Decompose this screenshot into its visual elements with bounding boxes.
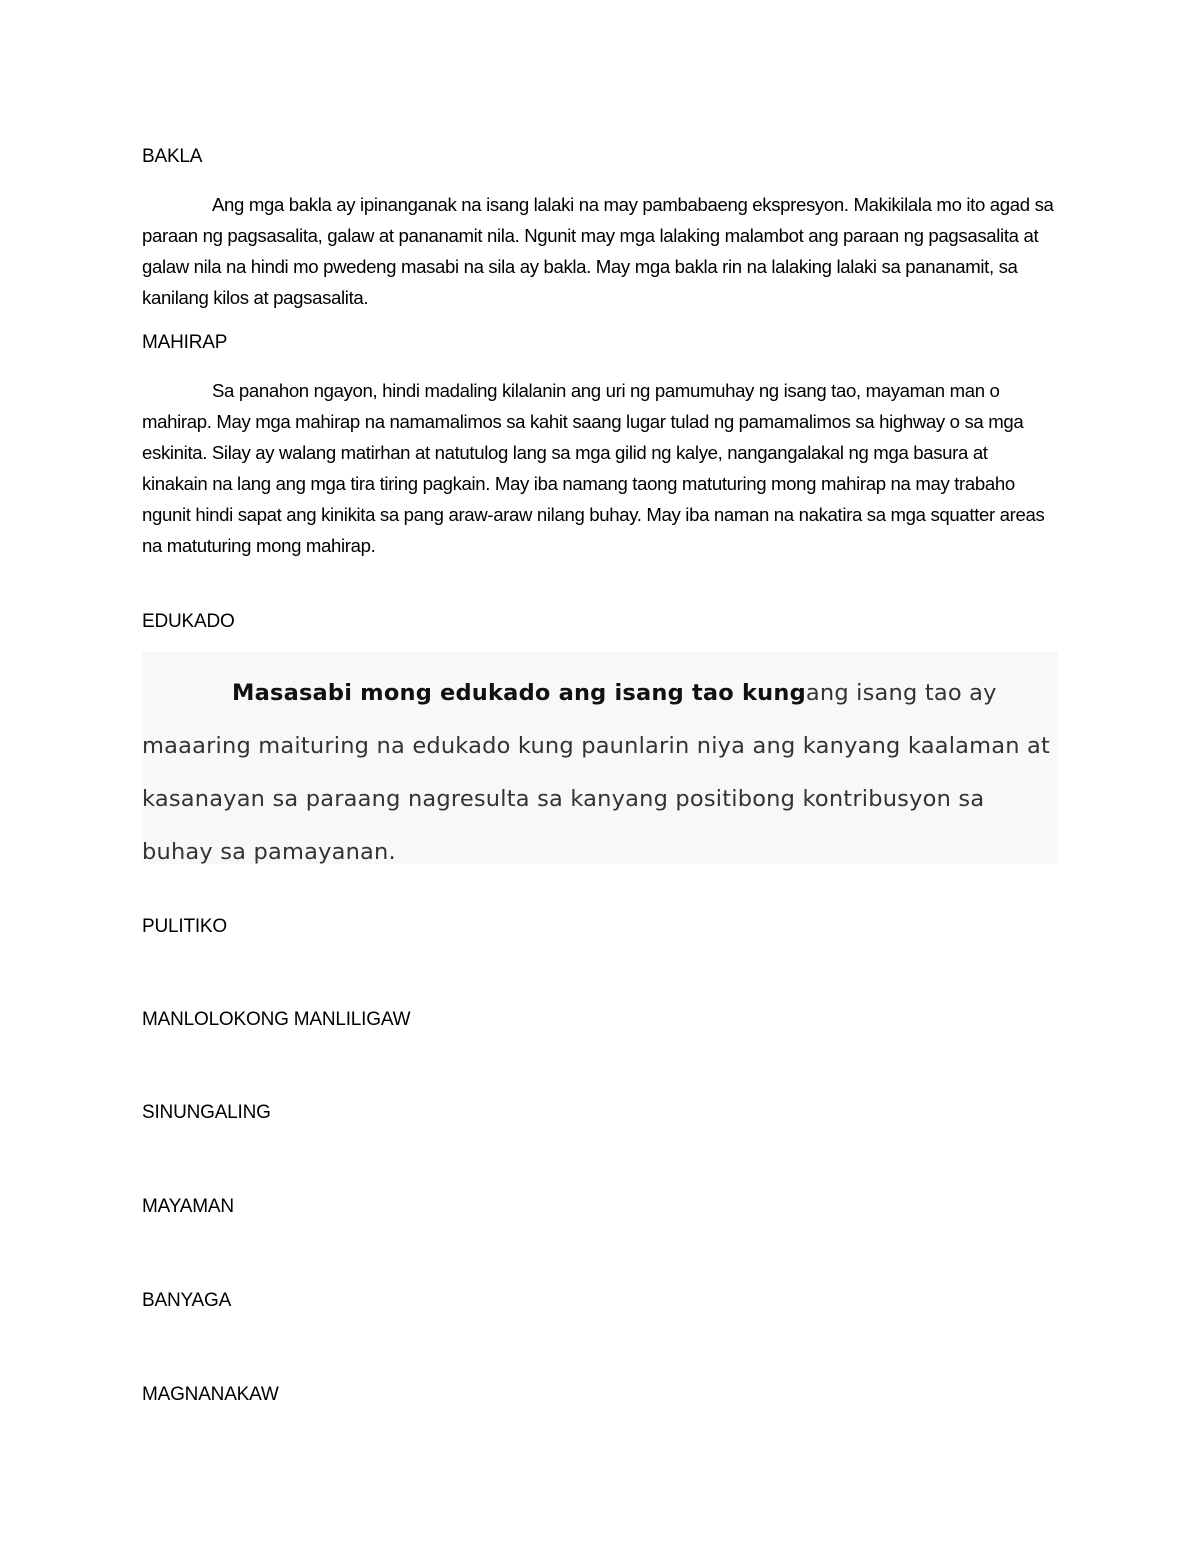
paragraph-mahirap: Sa panahon ngayon, hindi madaling kilalanin ang uri ng pamumuhay ng isang tao, mayaman man o mahirap. May mga mahirap na namamalimos sa kahit saang lugar tulad ng pamamalimos sa highway o sa mga eskinita. Silay ay walang matirhan at natutulog lang sa mga gilid ng kalye, nangangalakal ng mga basura at kinakain na lang ang mga tira tiring pagkain. May iba namang taong matuturing mong mahirap na may trabaho ngunit hindi sapat ang kinikita sa pang araw-araw nilang buhay. May iba naman na nakatira sa mga squatter areas na matuturing mong mahirap. [142, 380, 1045, 556]
heading-pulitiko: PULITIKO [142, 916, 227, 937]
paragraph-bakla: Ang mga bakla ay ipinanganak na isang lalaki na may pambabaeng ekspresyon. Makikilala mo ito agad sa paraan ng pagsasalita, galaw at pananamit nila. Ngunit may mga lalaking malambot ang paraan ng pagsasalita at galaw nila na hindi mo pwedeng masabi na sila ay bakla. May mga bakla rin na lalaking lalaki sa pananamit, sa kanilang kilos at pagsasalita. [142, 194, 1054, 308]
quote-rest-text: ang isang tao ay maaaring maituring na edukado kung paunlarin niya ang kanyang kaalaman at kasanayan sa paraang nagresulta sa kanyang positibong kontribusyon sa buhay sa pamayanan. [142, 680, 1051, 865]
heading-bakla: BAKLA [142, 146, 203, 167]
heading-magnanakaw: MAGNANAKAW [142, 1384, 279, 1405]
heading-mayaman: MAYAMAN [142, 1196, 234, 1217]
heading-sinungaling: SINUNGALING [142, 1102, 271, 1123]
quote-block-edukado [142, 667, 1058, 879]
heading-mahirap: MAHIRAP [142, 332, 228, 353]
heading-edukado: EDUKADO [142, 611, 235, 632]
quote-lead-text: Masasabi mong edukado ang isang tao kung [232, 680, 806, 706]
heading-banyaga: BANYAGA [142, 1290, 232, 1311]
heading-manlolokong-manliligaw: MANLOLOKONG MANLILIGAW [142, 1009, 411, 1030]
